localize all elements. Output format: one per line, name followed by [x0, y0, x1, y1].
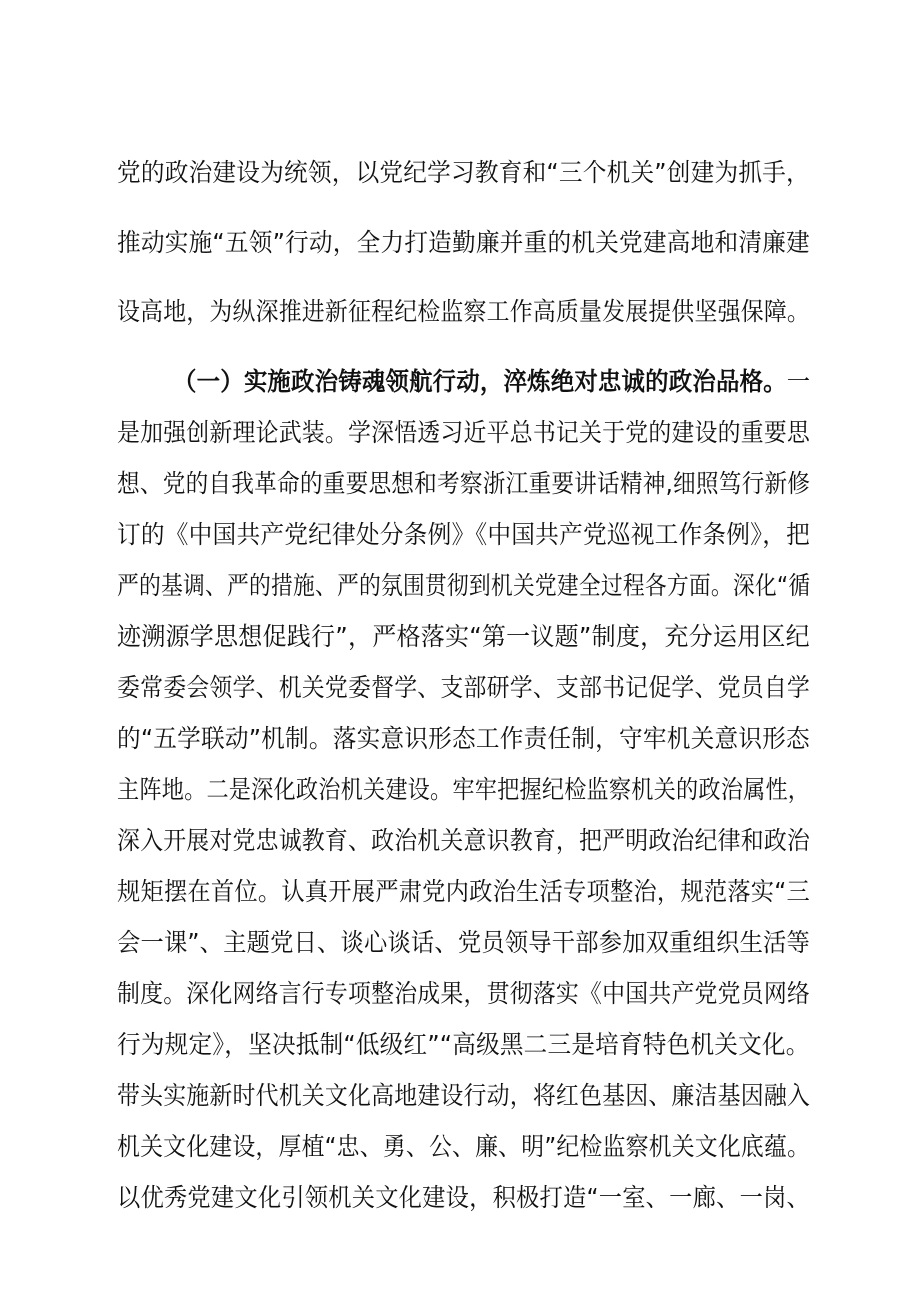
body-line-7: 的“五学联动”机制。落实意识形态工作责任制，守牢机关意识形态	[117, 724, 810, 753]
body-line-4: 严的基调、严的措施、严的氛围贯彻到机关党建全过程各方面。深化“循	[117, 571, 811, 600]
body-line-16: 以优秀党建文化引领机关文化建设，积极打造“一室、一廊、一岗、	[117, 1183, 811, 1212]
body-line-3: 订的《中国共产党纪律处分条例》《中国共产党巡视工作条例》，把	[117, 520, 811, 549]
body-line-12: 制度。深化网络言行专项整治成果，贯彻落实《中国共产党党员网络	[117, 979, 811, 1008]
body-line-11: 会一课”、主题党日、谈心谈话、党员领导干部参加双重组织生活等	[117, 928, 811, 957]
body-line-10: 规矩摆在首位。认真开展严肃党内政治生活专项整治，规范落实“三	[117, 877, 811, 906]
body-line-15: 机关文化建设，厚植“忠、勇、公、廉、明”纪检监察机关文化底蕴。	[117, 1132, 811, 1161]
body-line-14: 带头实施新时代机关文化高地建设行动，将红色基因、廉洁基因融入	[117, 1081, 811, 1110]
body-line-9: 深入开展对党忠诚教育、政治机关意识教育，把严明政治纪律和政治	[117, 826, 811, 855]
body-line-6: 委常委会领学、机关党委督学、支部研学、支部书记促学、党员自学	[117, 673, 811, 702]
section-heading-line	[173, 367, 810, 397]
body-line-8: 主阵地。二是深化政治机关建设。牢牢把握纪检监察机关的政治属性，	[117, 775, 811, 804]
intro-line-1: 党的政治建设为统领，以党纪学习教育和“三个机关”创建为抓手，	[117, 158, 810, 187]
body-line-1: 是加强创新理论武装。学深悟透习近平总书记关于党的建设的重要思	[117, 418, 811, 447]
intro-line-2: 推动实施“五领”行动，全力打造勤廉并重的机关党建高地和清廉建	[117, 228, 810, 257]
body-line-2: 想、党的自我革命的重要思想和考察浙江重要讲话精神,细照笃行新修	[117, 469, 811, 498]
body-line-5: 迹溯源学思想促践行”，严格落实“第一议题”制度，充分运用区纪	[117, 622, 810, 651]
intro-line-3: 设高地，为纵深推进新征程纪检监察工作高质量发展提供坚强保障。	[117, 297, 811, 326]
section-heading: （一）实施政治铸魂领航行动，淬炼绝对忠诚的政治品格。	[173, 367, 787, 396]
body-line-13: 行为规定》，坚决抵制“低级红”“高级黑二三是培育特色机关文化。	[117, 1030, 810, 1059]
section-heading-tail: 一	[786, 367, 811, 396]
